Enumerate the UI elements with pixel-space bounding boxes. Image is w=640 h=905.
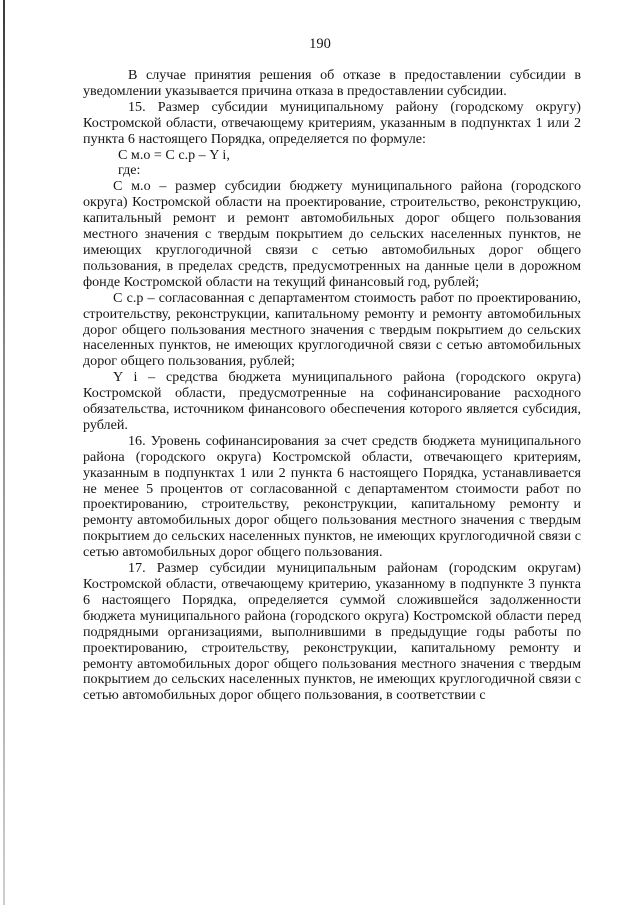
formula-where: где:: [118, 162, 141, 179]
formula: С м.о = С с.р – Y i,: [118, 146, 230, 163]
definition-y-i: Y i – средства бюджета муниципального района (городского округа) Костромской области, предусмотренные на софинансирование расходного обязательства, источником финансового обеспечения которого является субсидия, рублей.: [83, 369, 581, 433]
document-body: [83, 68, 581, 704]
paragraph-refusal-notice: В случае принятия решения об отказе в предоставлении субсидии в уведомлении указывается причина отказа в предоставлении субсидии.: [83, 67, 581, 99]
paragraph-16-cofinancing: 16. Уровень софинансирования за счет средств бюджета муниципального района (городского округа) Костромской области, отвечающего критериям, указанным в подпунктах 1 или 2 пункта 6 настоящего Порядка, устанавливается не менее 5 процентов от согласованной с департаментом стоимости работ по проектированию, строительству, реконструкции, капитальному ремонту и ремонту автомобильных дорог общего пользования местного значения с твердым покрытием до сельских населенных пунктов, не имеющих круглогодичной связи с сетью автомобильных дорог общего пользования.: [83, 432, 581, 561]
page-number: 190: [309, 36, 331, 52]
definition-c-mo: С м.о – размер субсидии бюджету муниципального района (городского округа) Костромской области на проектирование, строительство, реконструкцию, капитальный ремонт и ремонт автомобильных дорог общего пользования местного значения с твердым покрытием до сельских населенных пунктов, не имеющих круглогодичной связи с сетью автомобильных дорог общего пользования, в пределах средств, предусмотренных на данные цели в дорожном фонде Костромской области на текущий финансовый год, рублей;: [83, 178, 581, 290]
scan-edge: [3, 0, 5, 905]
paragraph-17-subsidy-size: 17. Размер субсидии муниципальным районам (городским округам) Костромской области, отвечающему критерию, указанному в подпункте 3 пункта 6 настоящего Порядка, определяется суммой сложившейся задолженности бюджета муниципального района (городского округа) Костромской области перед подрядными организациями, выполнившими в предыдущие годы работы по проектированию, строительству, реконструкции, капитальному ремонту и ремонту автомобильных дорог общего пользования местного значения с твердым покрытием до сельских населенных пунктов, не имеющих круглогодичной связи с сетью автомобильных дорог общего пользования, в соответствии с: [83, 560, 581, 704]
paragraph-15-subsidy-size: 15. Размер субсидии муниципальному району (городскому округу) Костромской области, отвечающему критериям, указанным в подпунктах 1 или 2 пункта 6 настоящего Порядка, определяется по формуле:: [83, 98, 581, 147]
definition-c-sr: С с.р – согласованная с департаментом стоимость работ по проектированию, строительству, реконструкции, капитальному ремонту и ремонту автомобильных дорог общего пользования местного значения с твердым покрытием до сельских населенных пунктов, не имеющих круглогодичной связи с сетью автомобильных дорог общего пользования, рублей;: [83, 289, 581, 370]
